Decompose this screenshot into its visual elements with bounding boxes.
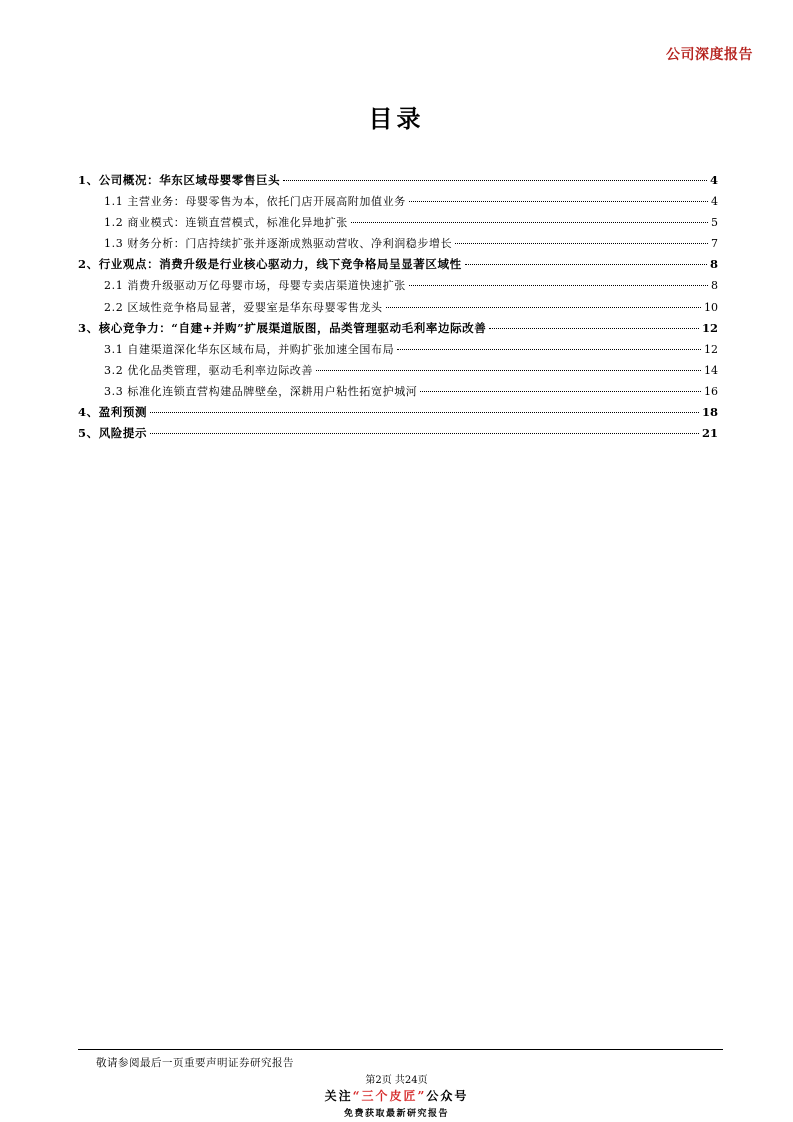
report-type-label: 公司深度报告 xyxy=(666,47,753,63)
toc-entry[interactable] xyxy=(78,212,718,233)
promo-subtitle: 免费获取最新研究报告 xyxy=(343,1109,449,1119)
toc-entry[interactable] xyxy=(78,318,718,339)
page-number: 第2页 共24页 xyxy=(365,1075,428,1086)
toc-entry-page: 4 xyxy=(709,173,718,187)
toc-entry-page: 16 xyxy=(704,384,718,398)
toc-entry[interactable] xyxy=(78,275,718,296)
toc-dot-leader xyxy=(283,180,707,181)
toc-entry[interactable] xyxy=(78,360,718,381)
toc-entry-page: 4 xyxy=(711,195,718,209)
toc-entry-page: 12 xyxy=(704,342,718,356)
toc-entry-label: 2.1 消费升级驱动万亿母婴市场，母婴专卖店渠道快速扩张 xyxy=(104,279,406,293)
toc-entry-label: 1.1 主营业务：母婴零售为本，依托门店开展高附加值业务 xyxy=(104,195,406,209)
toc-entry[interactable] xyxy=(78,381,718,402)
toc-entry[interactable] xyxy=(78,297,718,318)
toc-entry-label: 3、核心竞争力：“自建+并购”扩展渠道版图，品类管理驱动毛利率边际改善 xyxy=(78,320,487,335)
toc-dot-leader xyxy=(420,391,701,392)
toc-entry-label: 1.2 商业模式：连锁直营模式，标准化异地扩张 xyxy=(104,216,348,230)
toc-entry-page: 14 xyxy=(704,363,718,377)
toc-entry[interactable] xyxy=(78,339,718,360)
promo-account-name: “三个皮匠” xyxy=(352,1089,427,1103)
toc-entry-label: 4、盈利预测 xyxy=(78,405,148,420)
footer-disclaimer: 敬请参阅最后一页重要声明证券研究报告 xyxy=(96,1057,294,1069)
toc-entry-label: 1.3 财务分析：门店持续扩张并逐渐成熟驱动营收、净利润稳步增长 xyxy=(104,237,453,251)
toc-entry-page: 8 xyxy=(711,279,718,293)
toc-title: 目录 xyxy=(368,105,425,133)
toc-dot-leader xyxy=(150,412,699,413)
toc-dot-leader xyxy=(397,349,701,350)
toc-entry-label: 3.2 优化品类管理，驱动毛利率边际改善 xyxy=(104,363,313,377)
toc-entry-page: 10 xyxy=(704,300,718,314)
toc-dot-leader xyxy=(465,264,707,265)
toc-dot-leader xyxy=(489,328,699,329)
toc-entry[interactable] xyxy=(78,402,718,423)
toc-entry-label: 2、行业观点：消费升级是行业核心驱动力，线下竞争格局呈显著区域性 xyxy=(78,257,462,272)
toc-dot-leader xyxy=(455,243,708,244)
toc-entry-label: 3.3 标准化连锁直营构建品牌壁垒，深耕用户粘性拓宽护城河 xyxy=(104,384,418,398)
toc-entry-page: 18 xyxy=(701,405,718,420)
toc-dot-leader xyxy=(316,370,701,371)
toc-entry-label: 1、公司概况：华东区域母婴零售巨头 xyxy=(78,173,281,187)
toc-dot-leader xyxy=(386,307,701,308)
toc-dot-leader xyxy=(409,285,708,286)
toc-entry-page: 7 xyxy=(711,237,718,251)
toc-dot-leader xyxy=(351,222,708,223)
toc-entry[interactable] xyxy=(78,233,718,254)
promo-suffix: 公众号 xyxy=(426,1089,469,1103)
promo-banner xyxy=(0,1087,793,1104)
toc-dot-leader xyxy=(409,201,708,202)
toc-entry-label: 5、风险提示 xyxy=(78,426,148,441)
toc-entry-page: 12 xyxy=(701,320,718,335)
promo-prefix: 关注 xyxy=(324,1089,353,1103)
table-of-contents xyxy=(78,170,718,444)
toc-dot-leader xyxy=(150,433,699,434)
toc-entry-page: 5 xyxy=(711,216,718,230)
toc-entry-label: 3.1 自建渠道深化华东区域布局，并购扩张加速全国布局 xyxy=(104,342,395,356)
toc-entry-page: 21 xyxy=(701,426,718,441)
toc-entry[interactable] xyxy=(78,191,718,212)
toc-entry[interactable] xyxy=(78,170,718,191)
toc-entry-page: 8 xyxy=(709,257,718,272)
toc-entry-label: 2.2 区域性竞争格局显著，爱婴室是华东母婴零售龙头 xyxy=(104,300,383,314)
footer-divider xyxy=(78,1049,723,1050)
toc-entry[interactable] xyxy=(78,423,718,444)
toc-entry[interactable] xyxy=(78,254,718,275)
